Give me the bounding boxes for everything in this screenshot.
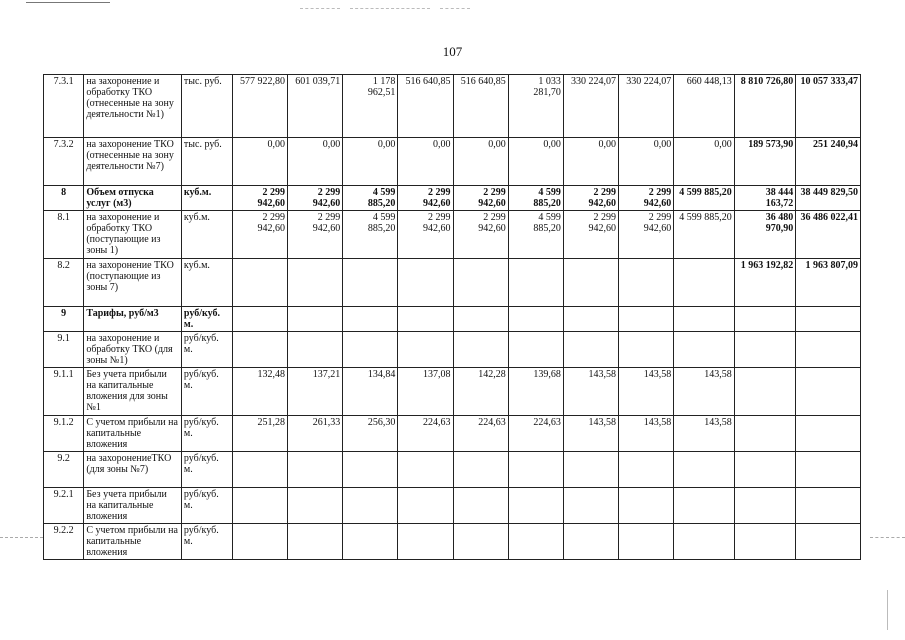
row-name: на захоронение ТКО (поступающие из зоны 7) <box>84 259 182 307</box>
value-cell <box>343 332 398 368</box>
value-cell <box>619 307 674 332</box>
value-cell: 4 599 885,20 <box>508 186 563 211</box>
value-cell: 4 599 885,20 <box>508 211 563 259</box>
value-cell <box>232 452 287 488</box>
value-cell: 2 299 942,60 <box>288 211 343 259</box>
value-cell: 0,00 <box>619 138 674 186</box>
value-cell: 4 599 885,20 <box>343 186 398 211</box>
value-cell: 134,84 <box>343 368 398 416</box>
value-cell <box>398 307 453 332</box>
row-name: на захоронениеТКО (для зоны №7) <box>84 452 182 488</box>
value-cell <box>508 332 563 368</box>
value-cell: 0,00 <box>508 138 563 186</box>
page-number: 107 <box>442 44 463 59</box>
row-name: Объем отпуска услуг (м3) <box>84 186 182 211</box>
row-name: на захоронение ТКО (отнесенные на зону деятельности №7) <box>84 138 182 186</box>
value-cell: 516 640,85 <box>453 75 508 138</box>
table-row <box>44 186 861 211</box>
value-cell <box>398 488 453 524</box>
value-cell <box>398 452 453 488</box>
value-cell: 137,21 <box>288 368 343 416</box>
row-code: 7.3.2 <box>44 138 84 186</box>
value-cell <box>796 524 861 560</box>
value-cell <box>232 488 287 524</box>
row-unit: руб/куб. м. <box>181 524 232 560</box>
value-cell <box>232 524 287 560</box>
value-cell: 1 963 192,82 <box>734 259 796 307</box>
value-cell <box>734 452 796 488</box>
value-cell: 256,30 <box>343 416 398 452</box>
value-cell <box>232 307 287 332</box>
value-cell <box>563 307 618 332</box>
row-unit: руб/куб. м. <box>181 332 232 368</box>
value-cell <box>232 259 287 307</box>
table-row <box>44 368 861 416</box>
table-row <box>44 488 861 524</box>
value-cell <box>674 307 734 332</box>
value-cell: 224,63 <box>453 416 508 452</box>
value-cell <box>619 488 674 524</box>
value-cell: 132,48 <box>232 368 287 416</box>
value-cell <box>288 452 343 488</box>
value-cell <box>453 307 508 332</box>
value-cell: 8 810 726,80 <box>734 75 796 138</box>
value-cell <box>734 416 796 452</box>
table-row <box>44 307 861 332</box>
value-cell: 251,28 <box>232 416 287 452</box>
value-cell: 4 599 885,20 <box>674 186 734 211</box>
value-cell: 36 486 022,41 <box>796 211 861 259</box>
value-cell: 143,58 <box>563 416 618 452</box>
value-cell: 2 299 942,60 <box>619 186 674 211</box>
value-cell: 2 299 942,60 <box>563 186 618 211</box>
value-cell: 1 963 807,09 <box>796 259 861 307</box>
value-cell <box>288 259 343 307</box>
value-cell: 143,58 <box>674 368 734 416</box>
value-cell <box>796 416 861 452</box>
value-cell <box>453 488 508 524</box>
scan-artifact-dash <box>300 8 340 10</box>
value-cell <box>288 524 343 560</box>
row-unit: руб/куб. м. <box>181 488 232 524</box>
value-cell <box>563 332 618 368</box>
value-cell: 2 299 942,60 <box>453 211 508 259</box>
value-cell: 143,58 <box>563 368 618 416</box>
scan-artifact-dash <box>870 537 905 539</box>
row-code: 8.2 <box>44 259 84 307</box>
value-cell: 0,00 <box>288 138 343 186</box>
value-cell: 1 178 962,51 <box>343 75 398 138</box>
value-cell <box>508 488 563 524</box>
row-unit: куб.м. <box>181 211 232 259</box>
value-cell <box>796 452 861 488</box>
value-cell <box>674 488 734 524</box>
row-code: 9.2.2 <box>44 524 84 560</box>
value-cell <box>619 332 674 368</box>
table-row <box>44 259 861 307</box>
row-name: Без учета прибыли на капитальные вложения <box>84 488 182 524</box>
value-cell <box>398 259 453 307</box>
value-cell: 0,00 <box>343 138 398 186</box>
value-cell <box>796 332 861 368</box>
row-name: Без учета прибыли на капитальные вложения для зоны №1 <box>84 368 182 416</box>
value-cell <box>343 259 398 307</box>
value-cell <box>734 368 796 416</box>
table-row <box>44 452 861 488</box>
value-cell <box>398 524 453 560</box>
value-cell: 38 444 163,72 <box>734 186 796 211</box>
row-code: 8.1 <box>44 211 84 259</box>
table-row <box>44 211 861 259</box>
row-code: 9 <box>44 307 84 332</box>
value-cell: 516 640,85 <box>398 75 453 138</box>
row-unit: руб/куб. м. <box>181 368 232 416</box>
value-cell: 330 224,07 <box>563 75 618 138</box>
value-cell: 577 922,80 <box>232 75 287 138</box>
value-cell: 143,58 <box>619 368 674 416</box>
table-row <box>44 524 861 560</box>
row-name: на захоронение и обработку ТКО (для зоны №1) <box>84 332 182 368</box>
row-unit: куб.м. <box>181 259 232 307</box>
value-cell: 2 299 942,60 <box>563 211 618 259</box>
value-cell: 2 299 942,60 <box>398 186 453 211</box>
tariff-table <box>43 74 861 560</box>
value-cell <box>796 307 861 332</box>
table-row <box>44 75 861 138</box>
value-cell: 2 299 942,60 <box>619 211 674 259</box>
value-cell <box>343 452 398 488</box>
table-row <box>44 416 861 452</box>
value-cell <box>563 452 618 488</box>
value-cell: 143,58 <box>674 416 734 452</box>
row-unit: тыс. руб. <box>181 75 232 138</box>
value-cell: 38 449 829,50 <box>796 186 861 211</box>
scan-artifact-mark <box>887 590 888 630</box>
row-unit: тыс. руб. <box>181 138 232 186</box>
value-cell: 330 224,07 <box>619 75 674 138</box>
value-cell <box>619 524 674 560</box>
value-cell: 224,63 <box>398 416 453 452</box>
value-cell <box>796 488 861 524</box>
value-cell: 0,00 <box>453 138 508 186</box>
row-code: 9.2.1 <box>44 488 84 524</box>
value-cell: 2 299 942,60 <box>453 186 508 211</box>
value-cell <box>508 259 563 307</box>
row-unit: руб/куб. м. <box>181 452 232 488</box>
value-cell: 1 033 281,70 <box>508 75 563 138</box>
value-cell: 0,00 <box>563 138 618 186</box>
value-cell: 601 039,71 <box>288 75 343 138</box>
row-name: на захоронение и обработку ТКО (отнесенные на зону деятельности №1) <box>84 75 182 138</box>
value-cell <box>232 332 287 368</box>
value-cell <box>734 488 796 524</box>
row-code: 9.1.2 <box>44 416 84 452</box>
value-cell: 10 057 333,47 <box>796 75 861 138</box>
row-name: С учетом прибыли на капитальные вложения <box>84 524 182 560</box>
value-cell: 0,00 <box>232 138 287 186</box>
value-cell <box>508 307 563 332</box>
row-code: 9.1 <box>44 332 84 368</box>
value-cell <box>796 368 861 416</box>
value-cell <box>343 488 398 524</box>
row-unit: куб.м. <box>181 186 232 211</box>
value-cell: 137,08 <box>398 368 453 416</box>
scan-artifact-dash <box>350 8 430 10</box>
value-cell: 2 299 942,60 <box>232 186 287 211</box>
value-cell <box>453 524 508 560</box>
value-cell <box>453 259 508 307</box>
value-cell <box>453 332 508 368</box>
value-cell: 36 480 970,90 <box>734 211 796 259</box>
row-name: С учетом прибыли на капитальные вложения <box>84 416 182 452</box>
row-unit: руб/куб. м. <box>181 307 232 332</box>
value-cell <box>508 452 563 488</box>
value-cell: 139,68 <box>508 368 563 416</box>
value-cell <box>563 259 618 307</box>
value-cell: 4 599 885,20 <box>674 211 734 259</box>
row-code: 9.1.1 <box>44 368 84 416</box>
value-cell <box>619 259 674 307</box>
value-cell <box>734 524 796 560</box>
row-code: 7.3.1 <box>44 75 84 138</box>
value-cell <box>563 524 618 560</box>
scan-artifact-dash <box>440 8 470 10</box>
value-cell <box>674 259 734 307</box>
value-cell <box>563 488 618 524</box>
value-cell <box>619 452 674 488</box>
table-row <box>44 138 861 186</box>
value-cell <box>288 488 343 524</box>
value-cell <box>674 452 734 488</box>
value-cell: 224,63 <box>508 416 563 452</box>
value-cell: 189 573,90 <box>734 138 796 186</box>
value-cell <box>734 332 796 368</box>
value-cell: 143,58 <box>619 416 674 452</box>
table-row <box>44 332 861 368</box>
scan-artifact-line <box>26 2 110 3</box>
value-cell: 660 448,13 <box>674 75 734 138</box>
scan-artifact-dash <box>0 537 43 539</box>
value-cell <box>343 524 398 560</box>
value-cell <box>453 452 508 488</box>
value-cell: 0,00 <box>674 138 734 186</box>
value-cell: 251 240,94 <box>796 138 861 186</box>
value-cell <box>398 332 453 368</box>
value-cell: 2 299 942,60 <box>232 211 287 259</box>
value-cell: 0,00 <box>398 138 453 186</box>
value-cell <box>674 332 734 368</box>
row-unit: руб/куб. м. <box>181 416 232 452</box>
row-name: Тарифы, руб/м3 <box>84 307 182 332</box>
value-cell: 261,33 <box>288 416 343 452</box>
value-cell: 142,28 <box>453 368 508 416</box>
value-cell: 2 299 942,60 <box>288 186 343 211</box>
row-name: на захоронение и обработку ТКО (поступающие из зоны 1) <box>84 211 182 259</box>
value-cell: 4 599 885,20 <box>343 211 398 259</box>
value-cell <box>343 307 398 332</box>
value-cell <box>734 307 796 332</box>
value-cell <box>508 524 563 560</box>
value-cell <box>288 307 343 332</box>
value-cell <box>674 524 734 560</box>
row-code: 9.2 <box>44 452 84 488</box>
value-cell <box>288 332 343 368</box>
value-cell: 2 299 942,60 <box>398 211 453 259</box>
row-code: 8 <box>44 186 84 211</box>
